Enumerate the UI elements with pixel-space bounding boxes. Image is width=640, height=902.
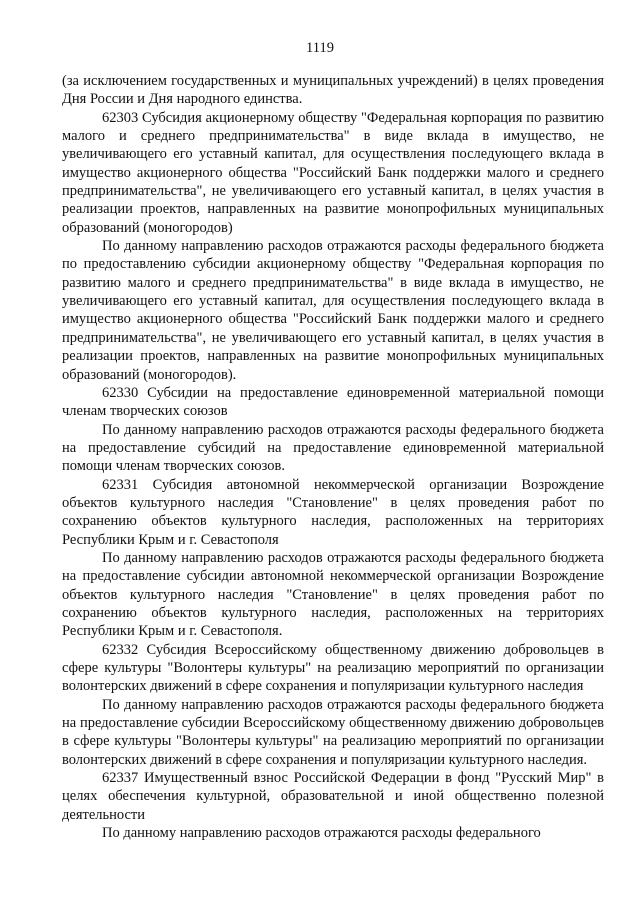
paragraph-62330-description: По данному направлению расходов отражаются расходы федерального бюджета на предоставление субсидий на предоставление единовременной материальной помощи членам творческих союзов. [62,421,604,475]
paragraph-62330-heading: 62330 Субсидии на предоставление единовременной материальной помощи членам творческих союзов [62,384,604,420]
paragraph-62332-heading: 62332 Субсидия Всероссийскому общественному движению добровольцев в сфере культуры "Волонтеры культуры" на реализацию мероприятий по организации волонтерских движений в сфере сохранения и популяризации культурного наследия [62,641,604,695]
document-body [62,72,604,842]
paragraph-62337-description: По данному направлению расходов отражаются расходы федерального [102,825,541,842]
paragraph-62303-heading: 62303 Субсидия акционерному обществу "Федеральная корпорация по развитию малого и среднего предпринимательства" в виде вклада в имущество, не увеличивающего его уставный капитал, для осуществления последующего вклада в имущество акционерного общества "Российский Банк поддержки малого и среднего предпринимательства", не увеличивающего его уставный капитал, в целях участия в реализации проектов, направленных на развитие монопрофильных муниципальных образований (моногородов) [62,109,604,236]
paragraph-62331-description: По данному направлению расходов отражаются расходы федерального бюджета на предоставление субсидии автономной некоммерческой организации Возрождение объектов культурного наследия "Становление" в целях проведения работ по сохранению объектов культурного наследия, расположенных на территориях Республики Крым и г. Севастополя. [62,549,604,640]
paragraph-62331-heading: 62331 Субсидия автономной некоммерческой организации Возрождение объектов культурного наследия "Становление" в целях проведения работ по сохранению объектов культурного наследия, расположенных на территориях Республики Крым и г. Севастополя [62,476,604,548]
page-number: 1119 [306,40,334,56]
paragraph-62332-description: По данному направлению расходов отражаются расходы федерального бюджета на предоставление субсидии Всероссийскому общественному движению добровольцев в сфере культуры "Волонтеры культуры" на реализацию мероприятий по организации волонтерских движений в сфере сохранения и популяризации культурного наследия. [62,696,604,768]
paragraph-62337-heading: 62337 Имущественный взнос Российской Федерации в фонд "Русский Мир" в целях обеспечения культурной, образовательной и иной общественно полезной деятельности [62,770,604,823]
paragraph-continuation: (за исключением государственных и муниципальных учреждений) в целях проведения Дня России и Дня народного единства. [62,73,604,108]
paragraph-62303-description: По данному направлению расходов отражаются расходы федерального бюджета по предоставлению субсидии акционерному обществу "Федеральная корпорация по развитию малого и среднего предпринимательства" в виде вклада в имущество, не увеличивающего его уставный капитал, для осуществления последующего вклада в имущество акционерного общества "Российский Банк поддержки малого и среднего предпринимательства", не увеличивающего его уставный капитал, в целях участия в реализации проектов, направленных на развитие монопрофильных муниципальных образований (моногородов). [62,238,604,383]
